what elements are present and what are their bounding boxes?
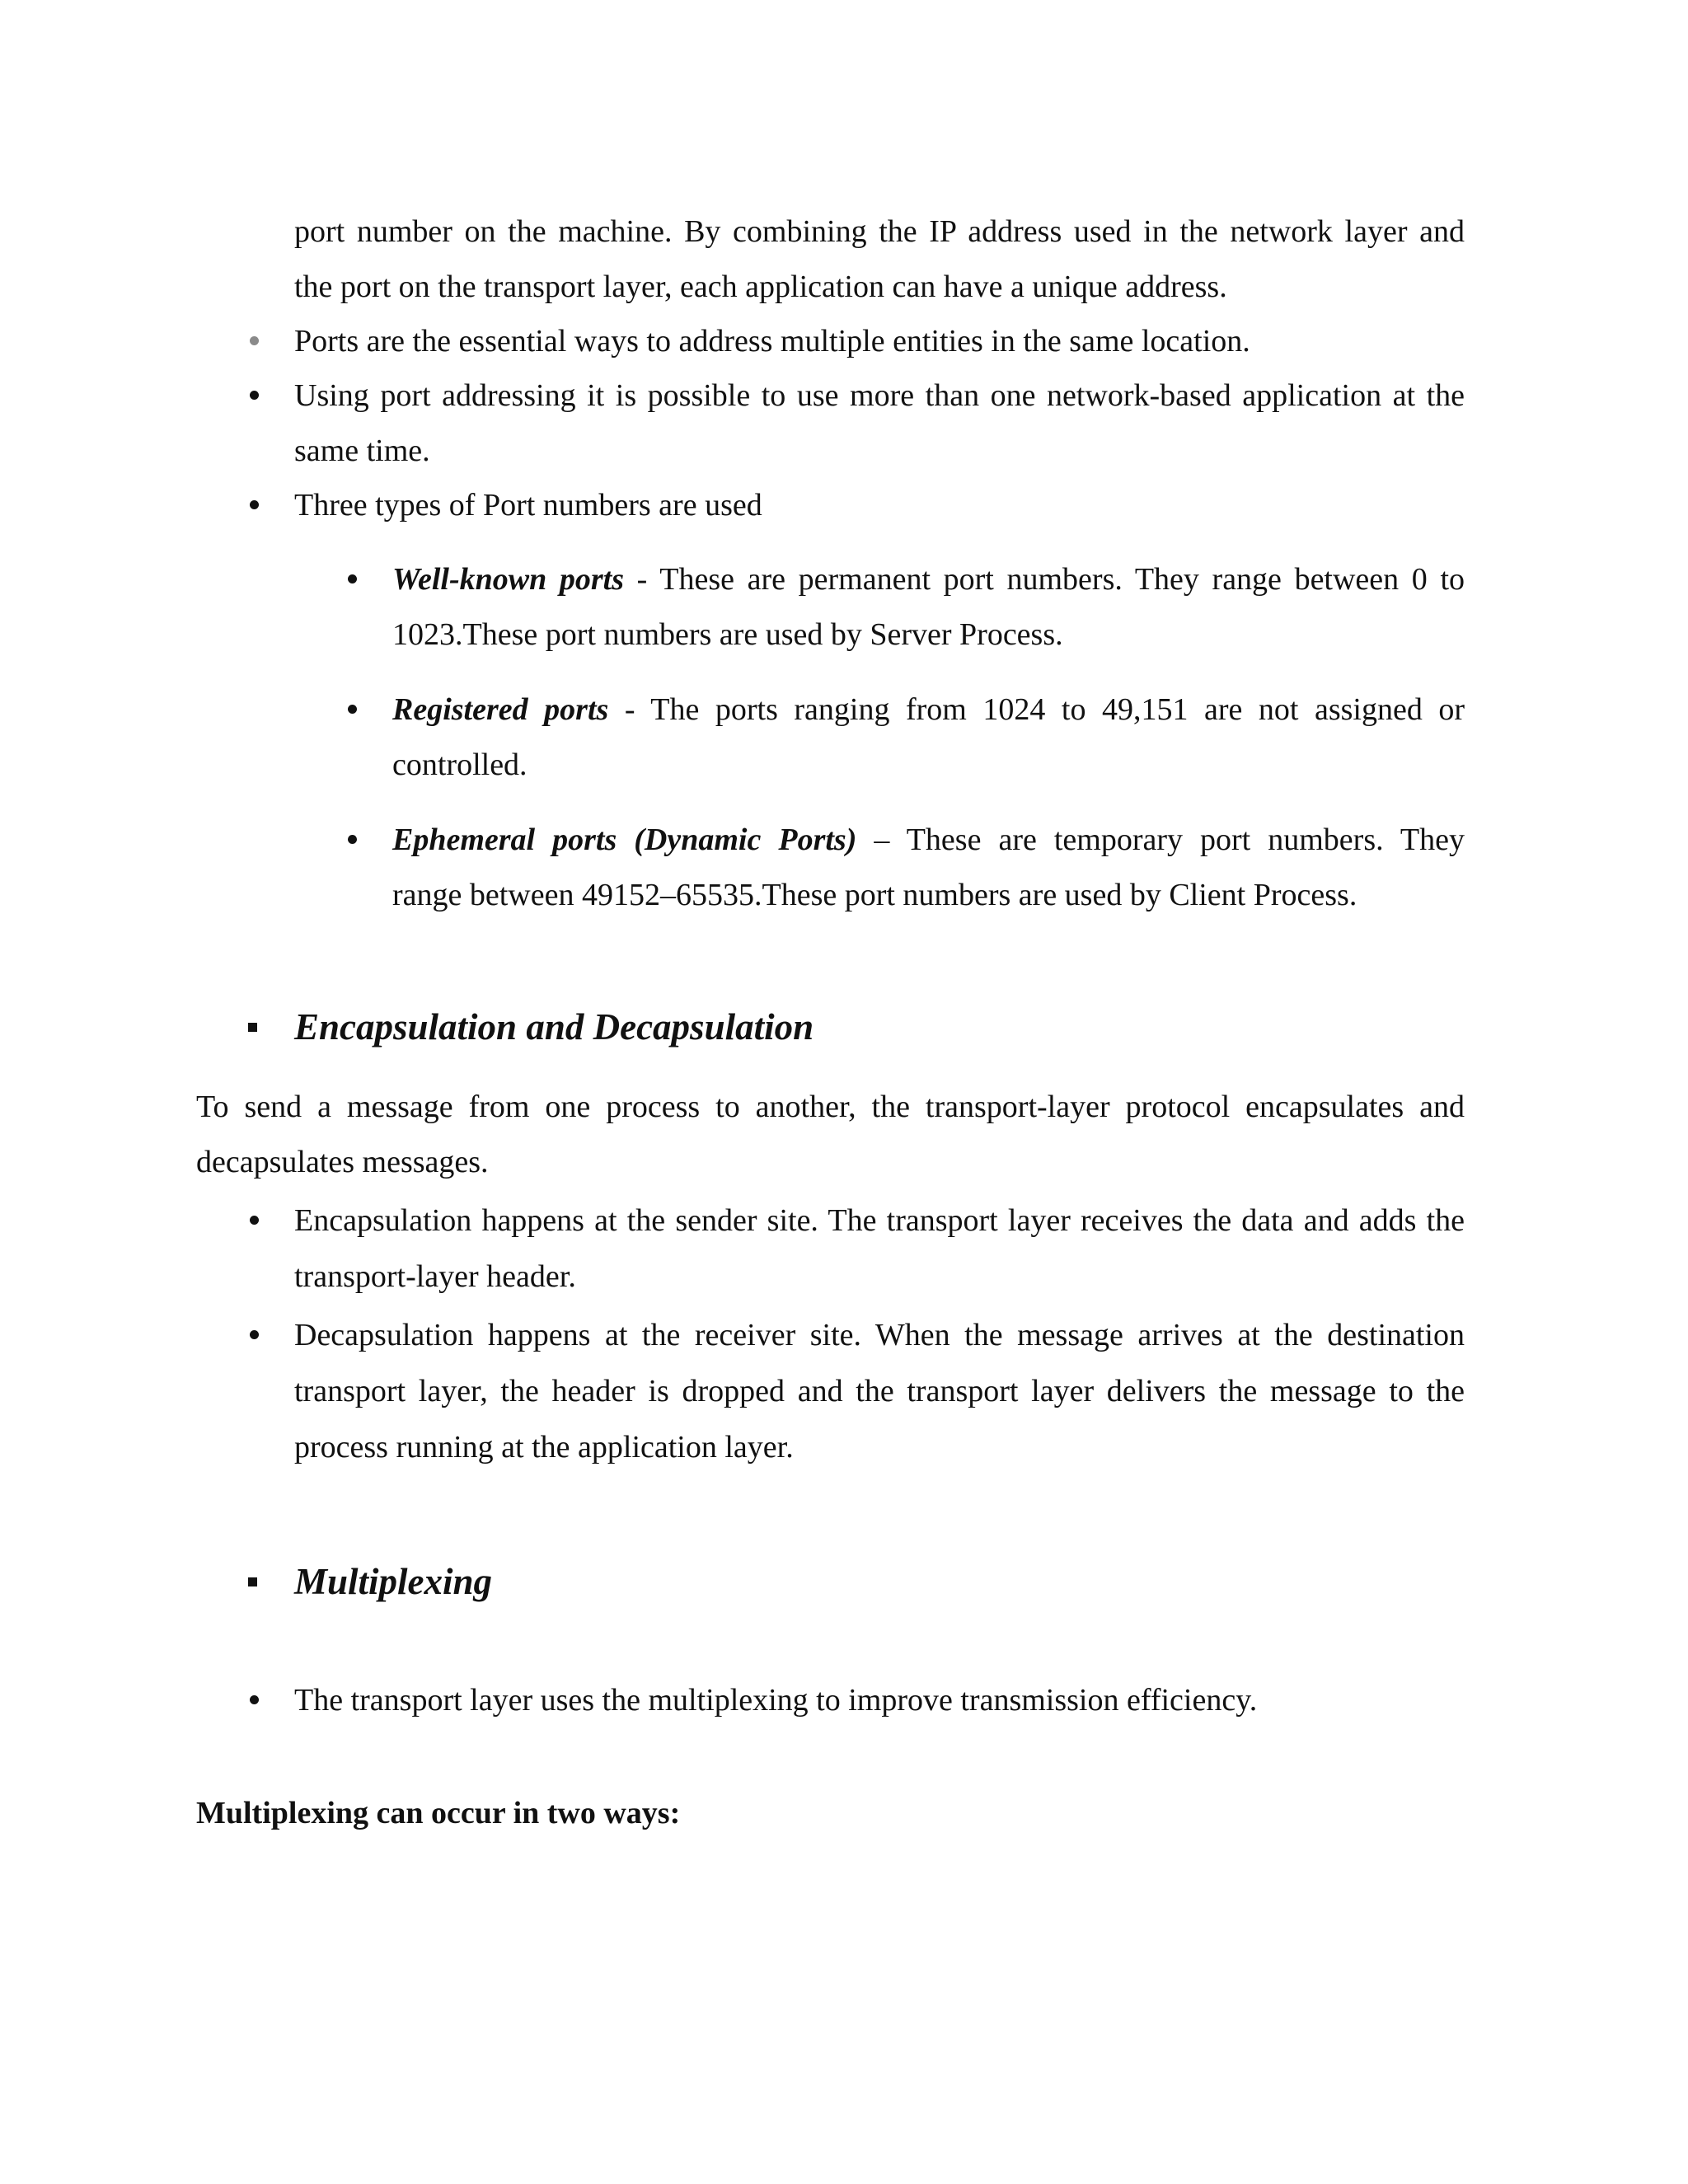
port-type-well-known-line-1: Well-known ports - These are permanent port numbers. They range between 0 to <box>392 562 1465 597</box>
bullet-icon <box>250 336 259 345</box>
square-bullet-icon <box>248 1023 257 1032</box>
section-heading-multiplexing: Multiplexing <box>294 1561 493 1602</box>
port-type-term: Ephemeral ports (Dynamic Ports) <box>392 823 857 857</box>
decap-bullet-line-1: Decapsulation happens at the receiver site. When the message arrives at the destination <box>294 1318 1465 1352</box>
intro-line-2: the port on the transport layer, each application can have a unique address. <box>294 269 1227 304</box>
bullet-icon <box>250 1216 259 1225</box>
bullet-icon <box>250 1695 259 1704</box>
bullet-icon <box>348 574 357 583</box>
bullet-icon <box>250 500 259 509</box>
encap-paragraph-line-1: To send a message from one process to another, the transport-layer protocol encapsulates and <box>196 1090 1465 1124</box>
mux-bullet: The transport layer uses the multiplexing to improve transmission efficiency. <box>294 1683 1258 1718</box>
bullet-icon <box>250 1330 259 1339</box>
bullet-icon <box>250 391 259 400</box>
port-type-registered-line-2: controlled. <box>392 748 528 782</box>
port-type-term: Well-known ports <box>392 562 624 597</box>
encap-bullet-line-2: transport-layer header. <box>294 1259 576 1294</box>
bullet-port-addressing-line-2: same time. <box>294 434 430 468</box>
section-heading-encapsulation: Encapsulation and Decapsulation <box>294 1006 814 1047</box>
port-type-ephemeral-line-1: Ephemeral ports (Dynamic Ports) – These are temporary port numbers. They <box>392 823 1465 857</box>
decap-bullet-line-2: transport layer, the header is dropped and the transport layer delivers the message to the <box>294 1374 1465 1408</box>
encap-bullet-line-1: Encapsulation happens at the sender site. The transport layer receives the data and adds the <box>294 1203 1465 1238</box>
bullet-icon <box>348 835 357 844</box>
decap-bullet-line-3: process running at the application layer. <box>294 1430 794 1465</box>
intro-line-1: port number on the machine. By combining the IP address used in the network layer and <box>294 214 1465 249</box>
mux-closing-line: Multiplexing can occur in two ways: <box>196 1796 681 1830</box>
square-bullet-icon <box>248 1577 257 1586</box>
bullet-port-addressing-line-1: Using port addressing it is possible to use more than one network-based application at the <box>294 378 1465 413</box>
port-type-term: Registered ports <box>392 692 609 727</box>
port-type-registered-line-1: Registered ports - The ports ranging from 1024 to 49,151 are not assigned or <box>392 692 1465 727</box>
bullet-ports-essential: Ports are the essential ways to address multiple entities in the same location. <box>294 324 1250 359</box>
port-type-ephemeral-line-2: range between 49152–65535.These port numbers are used by Client Process. <box>392 878 1357 912</box>
port-type-well-known-line-2: 1023.These port numbers are used by Server Process. <box>392 617 1063 652</box>
bullet-icon <box>348 705 357 714</box>
bullet-three-types: Three types of Port numbers are used <box>294 488 762 523</box>
encap-paragraph-line-2: decapsulates messages. <box>196 1145 489 1179</box>
